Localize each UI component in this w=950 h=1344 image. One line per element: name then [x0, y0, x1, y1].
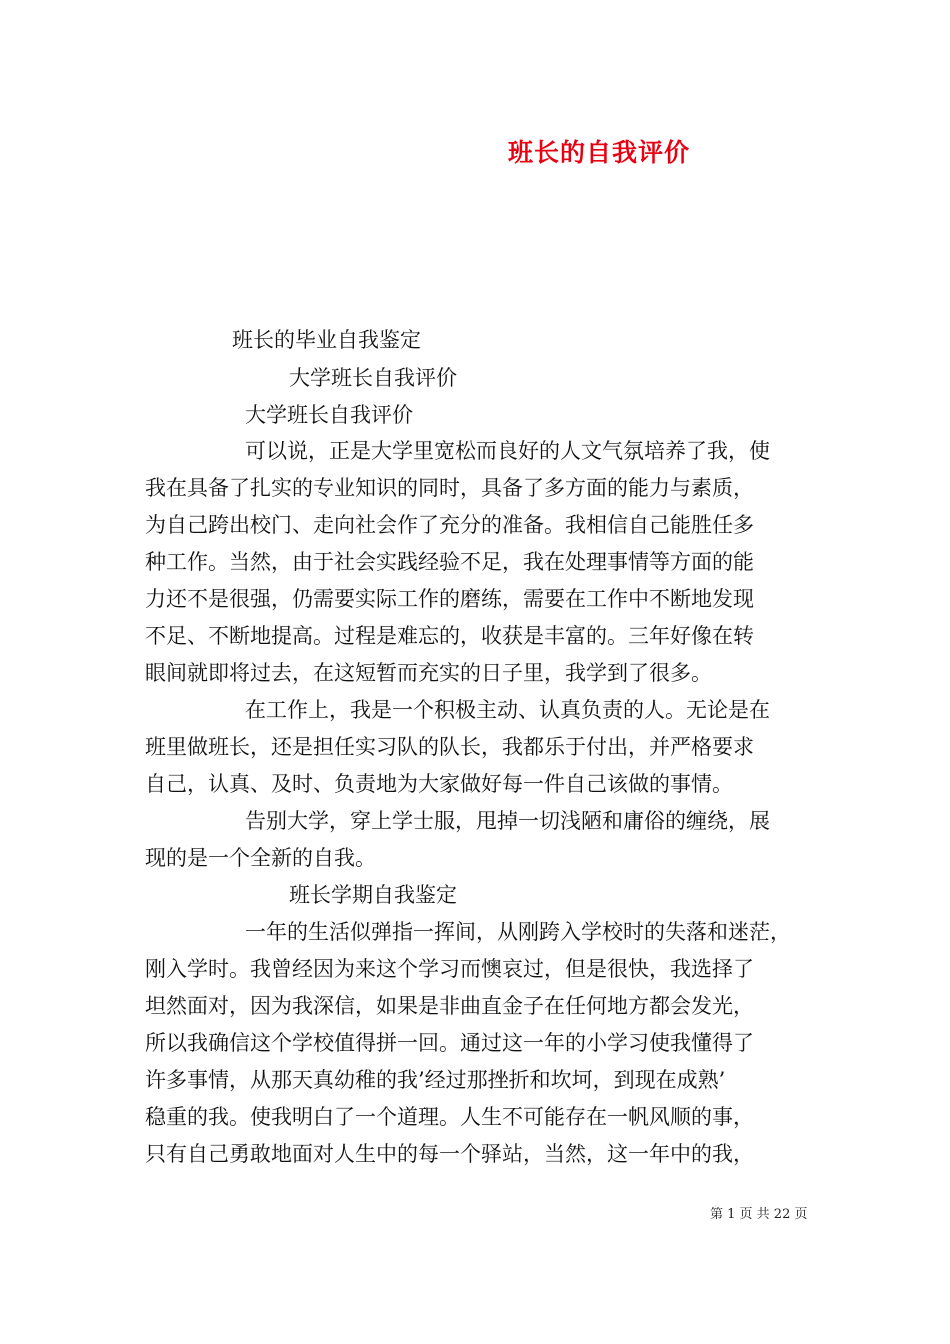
- paragraph-line: 一年的生活似弹指一挥间，从刚跨入学校时的失落和迷茫，: [245, 920, 791, 944]
- paragraph-line: 告别大学，穿上学士服，甩掉一切浅陋和庸俗的缠绕，展: [245, 809, 770, 833]
- paragraph-line: 我在具备了扎实的专业知识的同时，具备了多方面的能力与素质，: [145, 476, 754, 500]
- page-number-footer: 第 1 页 共 22 页: [710, 1207, 808, 1222]
- heading-university-monitor-self-evaluation-2: 大学班长自我评价: [245, 403, 413, 427]
- paragraph-line: 在工作上，我是一个积极主动、认真负责的人。无论是在: [245, 698, 770, 722]
- paragraph-line: 所以我确信这个学校值得拼一回。通过这一年的小学习使我懂得了: [145, 1031, 754, 1055]
- paragraph-line: 不足、不断地提高。过程是难忘的，收获是丰富的。三年好像在转: [145, 624, 754, 648]
- paragraph-line: 现的是一个全新的自我。: [145, 846, 376, 870]
- document-title: 班长的自我评价: [508, 138, 691, 167]
- paragraph-line: 班里做班长，还是担任实习队的队长，我都乐于付出，并严格要求: [145, 735, 754, 759]
- paragraph-line: 许多事情，从那天真幼稚的我’经过那挫折和坎坷，到现在成熟’: [145, 1068, 726, 1092]
- paragraph-line: 刚入学时。我曾经因为来这个学习而懊哀过，但是很快，我选择了: [145, 957, 754, 981]
- paragraph-line: 可以说，正是大学里宽松而良好的人文气氛培养了我，使: [245, 439, 770, 463]
- paragraph-line: 坦然面对，因为我深信，如果是非曲直金子在任何地方都会发光，: [145, 994, 754, 1018]
- paragraph-line: 稳重的我。使我明白了一个道理。人生不可能存在一帆风顺的事，: [145, 1105, 754, 1129]
- paragraph-line: 眼间就即将过去，在这短暂而充实的日子里，我学到了很多。: [145, 661, 712, 685]
- paragraph-line: 力还不是很强，仍需要实际工作的磨练，需要在工作中不断地发现: [145, 587, 754, 611]
- paragraph-line: 自己，认真、及时、负责地为大家做好每一件自己该做的事情。: [145, 772, 733, 796]
- heading-semester-self-assessment: 班长学期自我鉴定: [289, 883, 457, 907]
- paragraph-line: 为自己跨出校门、走向社会作了充分的准备。我相信自己能胜任多: [145, 513, 754, 537]
- paragraph-line: 种工作。当然，由于社会实践经验不足，我在处理事情等方面的能: [145, 550, 754, 574]
- heading-university-monitor-self-evaluation: 大学班长自我评价: [289, 366, 457, 390]
- paragraph-line: 只有自己勇敢地面对人生中的每一个驿站，当然，这一年中的我，: [145, 1142, 754, 1166]
- heading-graduation-self-assessment: 班长的毕业自我鉴定: [232, 328, 421, 352]
